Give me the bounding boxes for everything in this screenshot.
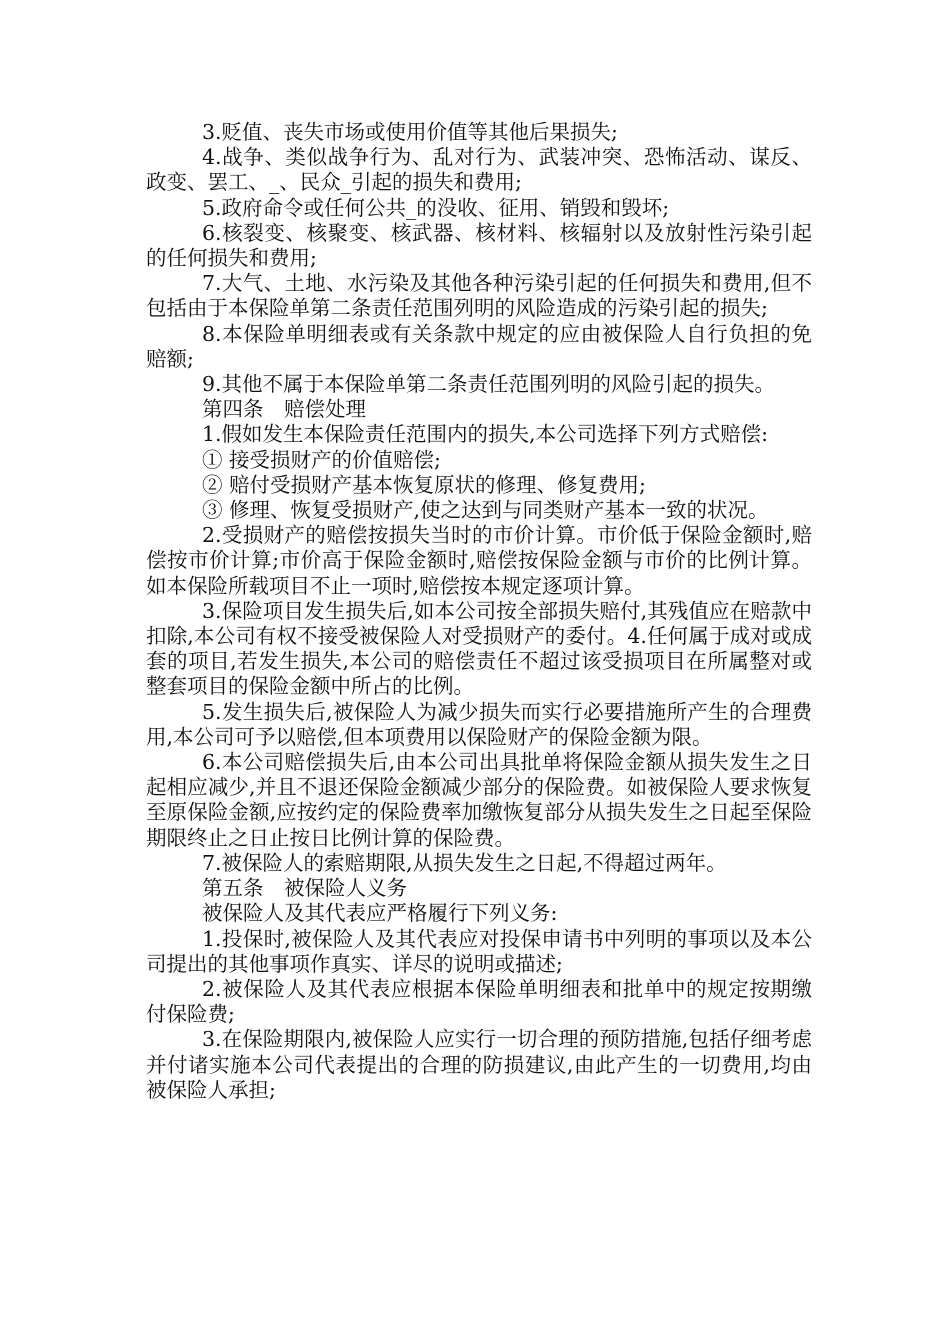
paragraph-claims-7: 7.被保险人的索赔期限,从损失发生之日起,不得超过两年。	[202, 850, 727, 875]
paragraph-claims-1: 1.假如发生本保险责任范围内的损失,本公司选择下列方式赔偿:	[202, 422, 768, 447]
list-item-option-2: ② 赔付受损财产基本恢复原状的修理、修复费用;	[202, 472, 646, 497]
paragraph-obligation-3: 3.在保险期限内,被保险人应实行一切合理的预防措施,包括仔细考虑并付诸实施本公司代表提出的合理的防损建议,由此产生的一切费用,均由被保险人承担;	[146, 1027, 812, 1102]
list-item-option-3: ③ 修理、恢复受损财产,使之达到与同类财产基本一致的状况。	[202, 498, 769, 523]
document-page	[146, 120, 812, 1103]
paragraph-exclusion-4: 4.战争、类似战争行为、乱对行为、武装冲突、恐怖活动、谋反、政变、罢工、_、民众_引起的损失和费用;	[146, 145, 812, 195]
paragraph-exclusion-3: 3.贬值、丧失市场或使用价值等其他后果损失;	[202, 120, 618, 144]
paragraph-exclusion-8: 8.本保险单明细表或有关条款中规定的应由被保险人自行负担的免赔额;	[146, 321, 812, 371]
paragraph-exclusion-5: 5.政府命令或任何公共_的没收、征用、销毁和毁坏;	[202, 195, 670, 220]
section-heading-article-4: 第四条 赔偿处理	[202, 397, 366, 422]
paragraph-obligation-2: 2.被保险人及其代表应根据本保险单明细表和批单中的规定按期缴付保险费;	[146, 976, 812, 1027]
paragraph-exclusion-9: 9.其他不属于本保险单第二条责任范围列明的风险引起的损失。	[202, 372, 776, 397]
list-item-option-1: ① 接受损财产的价值赔偿;	[202, 447, 441, 472]
paragraph-exclusion-6: 6.核裂变、核聚变、核武器、核材料、核辐射以及放射性污染引起的任何损失和费用;	[146, 220, 812, 271]
section-heading-article-5: 第五条 被保险人义务	[202, 876, 407, 901]
paragraph-exclusion-7: 7.大气、土地、水污染及其他各种污染引起的任何损失和费用,但不包括由于本保险单第二条责任范围列明的风险造成的污染引起的损失;	[146, 271, 812, 321]
paragraph-claims-2: 2.受损财产的赔偿按损失当时的市价计算。市价低于保险金额时,赔偿按市价计算;市价高于保险金额时,赔偿按保险金额与市价的比例计算。如本保险所载项目不止一项时,赔偿按本规定逐项计算。	[146, 523, 812, 598]
paragraph-obligations-intro: 被保险人及其代表应严格履行下列义务:	[202, 901, 558, 926]
paragraph-claims-6: 6.本公司赔偿损失后,由本公司出具批单将保险金额从损失发生之日起相应减少,并且不退还保险金额减少部分的保险费。如被保险人要求恢复至原保险金额,应按约定的保险费率加缴恢复部分从损失发生之日起至保险期限终止之日止按日比例计算的保险费。	[146, 750, 812, 850]
paragraph-claims-3-4: 3.保险项目发生损失后,如本公司按全部损失赔付,其残值应在赔款中扣除,本公司有权不接受被保险人对受损财产的委付。4.任何属于成对或成套的项目,若发生损失,本公司的赔偿责任不超过该受损项目在所属整对或整套项目的保险金额中所占的比例。	[146, 598, 812, 699]
paragraph-claims-5: 5.发生损失后,被保险人为减少损失而实行必要措施所产生的合理费用,本公司可予以赔偿,但本项费用以保险财产的保险金额为限。	[146, 699, 812, 749]
paragraph-obligation-1: 1.投保时,被保险人及其代表应对投保申请书中列明的事项以及本公司提出的其他事项作真实、详尽的说明或描述;	[146, 926, 812, 976]
